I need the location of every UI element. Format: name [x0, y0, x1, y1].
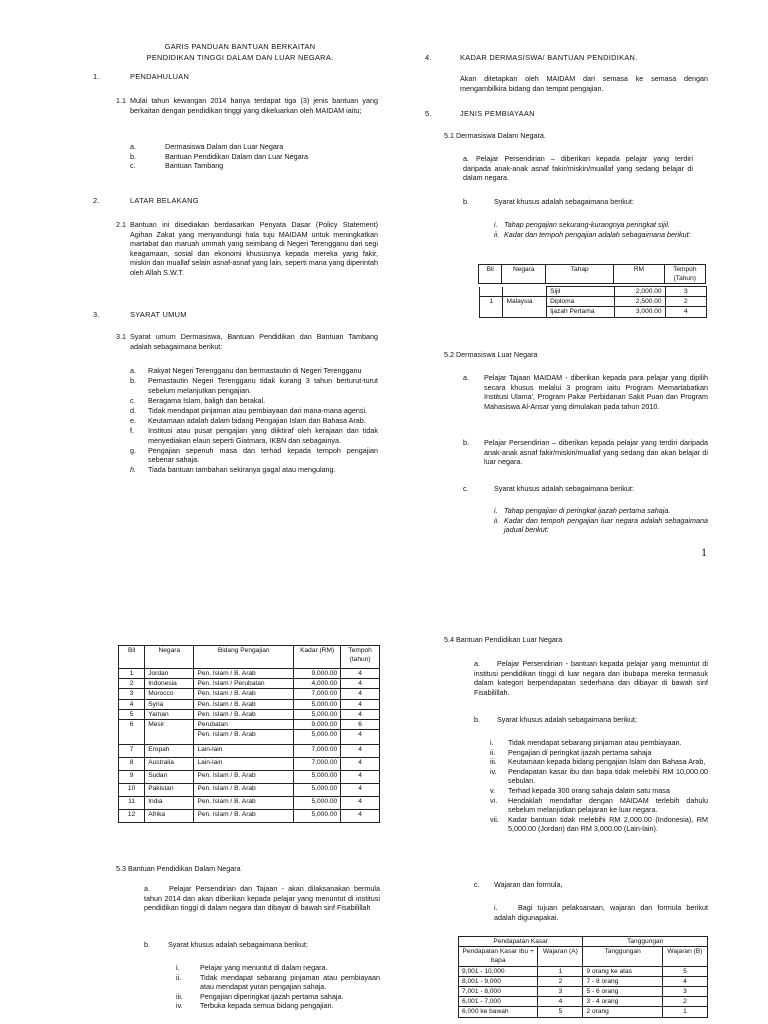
section-4-number: 4. — [425, 53, 432, 62]
subsection-5-4-heading: 5.4 Bantuan Pendidikan Luar Negara — [444, 635, 563, 644]
list-item: a. Rakyat Negeri Terengganu dan bermastautin di Negeri Terengganu — [130, 366, 362, 375]
section-1-number: 1. — [93, 72, 100, 81]
list-item: ii. Kadar dan tempoh pengajian adalah sebagaimana berikut: — [494, 229, 691, 239]
para-5-2-a: Pelajar Tajaan MAIDAM - diberikan kepada para pelajar yang dipilih secara khusus melalui 3 program iaitu Program Memartabatkan Institusi Ulama', Program Pakar Perbidanan Sakit Puan dan Program Mahasiswa Al-Ansar yang dimulakan pada tahun 2010. — [484, 373, 708, 411]
para-5-4-b: Syarat khusus adalah sebagaimana berikut; — [497, 715, 637, 724]
para-5-1-a: Pelajar Persendirian – diberikan kepada pelajar yang terdiri daripada anak-anak asnaf fakir/miskin/muallaf yang sedang belajar di dalam negara. — [463, 154, 693, 183]
list-item: g. Pengajian sepenuh masa dan terhad kepada tempoh pengajian sebenar sahaja. — [130, 445, 378, 465]
document-title — [120, 41, 360, 63]
para-2-1-number: 2.1 — [116, 220, 126, 229]
table-luar-negara — [118, 645, 380, 823]
table-row: 7 Eropah Lain-lain 7,000.00 4 — [119, 745, 380, 758]
list-5-4-b — [490, 738, 708, 834]
para-5-3-a-marker: a. — [144, 884, 150, 893]
para-5-1-b: Syarat khusus adalah sebagaimana berikut: — [494, 197, 634, 206]
para-5-4-a-marker: a. — [474, 659, 480, 668]
para-3-1-number: 3.1 — [116, 332, 126, 341]
table-row: 9 Sudan Pen. Islam / B. Arab 5,000.00 4 — [119, 771, 380, 784]
para-5-4-c-i-marker: i. — [494, 903, 498, 912]
list-item: d. Tidak mendapat pinjaman atau pembiayaan dari mana-mana agensi. — [130, 405, 368, 415]
list-1-1 — [130, 142, 308, 171]
th-tahap: Tahap — [546, 265, 614, 284]
para-5-4-c-marker: c. — [474, 880, 480, 889]
list-item: i. Tidak mendapat sebarang pinjaman atau pembiayaan. — [490, 738, 682, 747]
section-4-heading: KADAR DERMASISWA/ BANTUAN PENDIDIKAN. — [460, 53, 638, 62]
list-item: iii. Keutamaan kepada bidang pengajian Islam dan Bahasa Arab, — [490, 757, 706, 767]
list-item: vi. Hendaklah mendaftar dengan MAIDAM terlebih dahulu sebelum melanjutkan pelajaran ke luar negara. — [490, 795, 708, 815]
list-item: iv. Pendapatan kasar ibu dan bapa tidak melebihi RM 10,000.00 sebulan. — [490, 766, 708, 786]
list-5-2-c — [494, 506, 708, 535]
list-item: ii. Pengajian di peringkat ijazah pertama sahaja — [490, 747, 652, 757]
th-negara: Negara — [502, 265, 546, 284]
para-1-1: Mulai tahun kewangan 2014 hanya terdapat tiga (3) jenis bantuan yang berkaitan dengan pendidikan tinggi yang dikeluarkan oleh MAIDAM iaitu; — [130, 96, 378, 115]
section-2-number: 2. — [93, 196, 100, 205]
table-row: 6,001 - 7,000 4 3 - 4 orang 2 — [459, 997, 708, 1007]
th-tempoh: Tempoh (Tahun) — [664, 265, 705, 284]
para-1-1-number: 1.1 — [116, 96, 126, 105]
list-item: a. Dermasiswa Dalam dan Luar Negara — [130, 142, 284, 151]
table-row: 8,001 - 9,000 2 7 - 8 orang 4 — [459, 976, 708, 986]
list-5-1-b — [494, 220, 708, 239]
para-5-4-c: Wajaran dan formula, — [494, 880, 563, 889]
para-5-3-b: Syarat khusus adalah sebagaimana berikut; — [168, 940, 308, 949]
page-number: 1 — [701, 545, 707, 559]
para-5-4-b-marker: b. — [474, 715, 480, 724]
list-item: ii. Tidak mendapat sebarang pinjaman atau pembiayaan atau mendapat yuran pengajian sahaja. — [176, 972, 380, 992]
para-4: Akan ditetapkan oleh MAIDAM dari semasa ke semasa dengan mengambilkira bidang dan tempat pengajian. — [460, 74, 708, 93]
para-5-2-b: Pelajar Persendirian – diberikan kepada pelajar yang terdiri daripada anak-anak asnaf fakir/miskin/muallaf yang sedang dan akan belajar di luar negara. — [484, 438, 708, 467]
list-item: i. Tahap pengajian sekurang-kurangnya peringkat sijil. — [494, 220, 670, 229]
th-bil: Bil — [479, 265, 502, 284]
list-5-3-b — [176, 963, 380, 1011]
list-item: c. Bantuan Tambang — [130, 161, 224, 171]
para-5-2-a-marker: a. — [463, 373, 469, 382]
table-row: 11 India Pen. Islam / B. Arab 5,000.00 4 — [119, 797, 380, 810]
table-wajaran — [458, 936, 708, 1018]
table-row: 2 Indonesia Pen. Islam / Perubatan 4,000.00 4 — [119, 679, 380, 689]
table-dermasiswa-dalam-negara — [478, 264, 706, 284]
para-5-1-a-marker: a. — [463, 154, 469, 163]
table-row: 8 Australia Lain-lain 7,000.00 4 — [119, 758, 380, 771]
section-5-heading: JENIS PEMBIAYAAN — [460, 109, 535, 118]
section-5-number: 5. — [425, 109, 432, 118]
list-item: vii. Kadar bantuan tidak melebihi RM 2,000.00 (Indonesia), RM 5,000.00 (Jordan) dan RM 3,000.00 (Lain-lain). — [490, 814, 708, 834]
para-5-2-c-marker: c. — [463, 484, 469, 493]
table-row: 6 Mesir Perubatan 9,000.00 6 — [119, 720, 380, 730]
para-5-2-c: Syarat khusus adalah sebagaimana berikut: — [494, 484, 634, 493]
table-row: 6,000 ke bawah 5 2 orang 1 — [459, 1007, 708, 1017]
list-item: iii. Pengajian diperingkat ijazah pertama sahaja. — [176, 991, 344, 1001]
list-item: i. Pelajar yang menuntut di dalam negara. — [176, 963, 328, 972]
list-item: ii. Kadar dan tempoh pengajian luar negara adalah sebagaimana jadual berikut: — [494, 515, 708, 535]
list-item: v. Terhad kepada 300 orang sahaja dalam satu masa — [490, 785, 670, 795]
list-3-1 — [130, 366, 378, 476]
table-header-row: Pendapatan Kasar Ibu + bapa Wajaran (A) Tanggungan Wajaran (B) — [459, 947, 708, 966]
list-item: i. Tahap pengajian di peringkat ijazah pertama sahaja. — [494, 506, 671, 515]
para-2-1: Bantuan ini disediakan berdasarkan Penyata Dasar (Policy Statement) Agihan Zakat yang menyandungi hala tuju MAIDAM untuk meningkatkan martabat dan maruah ummah yang seimbang di Negeri Terengganu dari segi keagamaan, sosial dan ekonomi khususnya kepada mereka yang fakir, miskin dan muallaf selain asnaf-asnaf yang lain, seperti mana yang diperintah oleh Allah S.W.T. — [130, 220, 378, 277]
table-row: Sijil 2,000.00 3 — [480, 287, 707, 297]
table-row: 9,001 - 10,000 1 9 orang ke atas 5 — [459, 966, 708, 976]
table-row: 1 Malaysia Diploma 2,500.00 2 — [480, 297, 707, 307]
list-item: b. Bantuan Pendidikan Dalam dan Luar Negara — [130, 151, 309, 161]
section-1-heading: PENDAHULUAN — [130, 72, 190, 81]
table-dermasiswa-rows — [479, 286, 707, 318]
para-3-1: Syarat umum Dermasiswa, Bantuan Pendidikan dan Bantuan Tambang adalah sebagaimana berikut: — [130, 332, 378, 351]
para-5-3-a: Pelajar Persendirian dan Tajaan - akan dilaksanakan bermula tahun 2014 dan akan diberikan kepada pelajar yang menuntut di institusi pendidikan tinggi di dalam negara dan dibayar di bawah sinf Fisabilillah — [144, 884, 380, 913]
subsection-5-3-heading: 5.3 Bantuan Pendidikan Dalam Negara — [116, 864, 241, 873]
list-item: f. Institusi atau pusat pengajian yang diiktiraf oleh kerajaan dan tidak menyediakan elaun seperti Giatmara, IKBN dan sebagainya. — [130, 426, 378, 445]
title-line-1: GARIS PANDUAN BANTUAN BERKAITAN — [164, 42, 316, 51]
table-row: Ijazah Pertama 3,000.00 4 — [480, 307, 707, 317]
table-row: 3 Morocco Pen. Islam / B. Arab 7,000.00 4 — [119, 689, 380, 699]
table-row: Pen. Islam / B. Arab 5,000.00 4 — [119, 730, 380, 745]
table-row: 1 Jordan Pen. Islam / B. Arab 9,000.00 4 — [119, 669, 380, 679]
table-row: 10 Pakistan Pen. Islam / B. Arab 5,000.00 4 — [119, 784, 380, 797]
table-header-row: Bil Negara Bidang Pengajian Kadar (RM) Tempoh (tahun) — [119, 646, 380, 669]
table-row: 5 Yaman Pen. Islam / B. Arab 5,000.00 4 — [119, 709, 380, 719]
table-row: 4 Syria Pen. Islam / B. Arab 5,000.00 4 — [119, 699, 380, 709]
para-5-4-c-i: Bagi tujuan pelaksanaan, wajaran dan formula berikut adalah digunapakai. — [494, 903, 708, 922]
para-5-4-a: Pelajar Persendirian - bantuan kepada pelajar yang menuntut di institusi pendidikan tinggi di luar negara dan ibubapa mereka termasuk dalam kategori berpendapatan sederhana dan dibayar di bawah sinf Fisabilillah. — [474, 659, 708, 697]
para-5-1-b-marker: b. — [463, 197, 469, 206]
list-item: c. Beragama Islam, baligh dan berakal. — [130, 395, 266, 405]
subsection-5-1-heading: 5.1 Dermasiswa Dalam Negara. — [444, 131, 546, 140]
th-rm: RM — [614, 265, 664, 284]
title-line-2: PENDIDIKAN TINGGI DALAM DAN LUAR NEGARA. — [146, 53, 334, 62]
section-2-heading: LATAR BELAKANG — [130, 196, 199, 205]
para-5-2-b-marker: b. — [463, 438, 469, 447]
para-5-3-b-marker: b. — [144, 940, 150, 949]
section-3-number: 3. — [93, 310, 100, 319]
list-item: h. Tiada bantuan tambahan sekiranya gagal atau mengulang. — [130, 465, 336, 475]
table-row: 12 Afrika Pen. Islam / B. Arab 5,000.00 4 — [119, 810, 380, 823]
list-item: b. Pemastautin Negeri Terengganu tidak kurang 3 tahun berturut-turut sebelum melanjutkan pengajian. — [130, 376, 378, 395]
list-item: iv. Terbuka kepada semua bidang pengajian. — [176, 1001, 334, 1011]
table-row: 7,001 - 8,000 3 5 - 6 orang 3 — [459, 987, 708, 997]
table-header-row: Pendapatan Kasar Tanggungan — [459, 937, 708, 947]
subsection-5-2-heading: 5.2 Dermasiswa Luar Negara — [444, 350, 538, 359]
section-3-heading: SYARAT UMUM — [130, 310, 187, 319]
list-item: e. Keutamaan adalah dalam bidang Pengajian Islam dan Bahasa Arab. — [130, 415, 366, 425]
